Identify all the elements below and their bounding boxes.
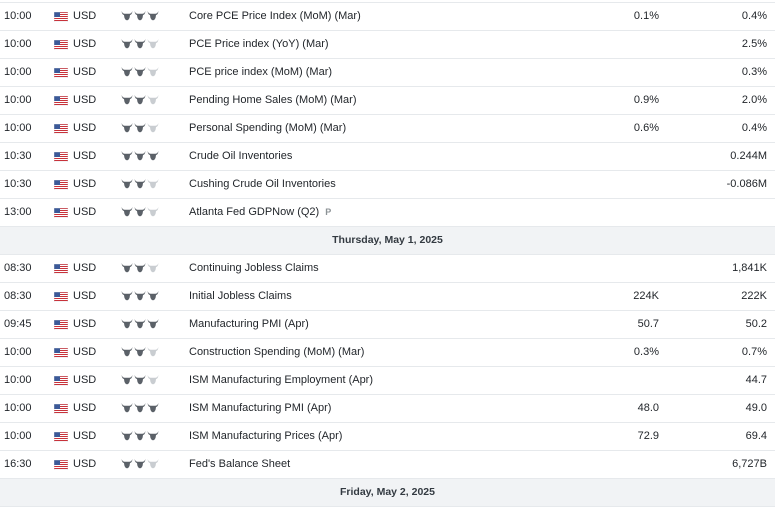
event-previous: 44.7 [745, 374, 767, 386]
event-name[interactable] [189, 143, 292, 170]
event-currency: USD [73, 458, 97, 470]
bull-icon [134, 458, 146, 470]
bull-icon [147, 402, 159, 414]
importance-rating [121, 38, 159, 50]
event-name-text: Crude Oil Inventories [189, 150, 293, 162]
bull-icon [134, 206, 146, 218]
event-name[interactable] [189, 87, 357, 114]
event-time: 10:30 [4, 178, 32, 190]
bull-icon [121, 402, 133, 414]
event-currency: USD [73, 94, 97, 106]
table-row[interactable] [0, 283, 775, 311]
event-currency: USD [73, 38, 97, 50]
event-time: 09:45 [4, 318, 32, 330]
event-actual: 224K [633, 290, 659, 302]
bull-icon [147, 430, 159, 442]
us-flag-icon [54, 12, 68, 22]
event-time: 10:00 [4, 66, 32, 78]
preliminary-icon: P [325, 207, 332, 217]
event-time: 10:00 [4, 374, 32, 386]
bull-icon [121, 178, 133, 190]
event-previous: 1,841K [732, 262, 767, 274]
bull-icon [134, 38, 146, 50]
bull-icon [121, 346, 133, 358]
bull-icon [134, 150, 146, 162]
importance-rating [121, 10, 159, 22]
event-time: 10:00 [4, 402, 32, 414]
table-row[interactable] [0, 451, 775, 479]
us-flag-icon [54, 40, 68, 50]
event-name-text: Pending Home Sales (MoM) (Mar) [189, 94, 357, 106]
event-previous: 0.3% [741, 66, 767, 78]
us-flag-icon [54, 152, 68, 162]
event-name[interactable] [189, 283, 292, 310]
event-name[interactable] [189, 199, 331, 226]
us-flag-icon [54, 96, 68, 106]
event-time: 10:00 [4, 38, 32, 50]
importance-rating [121, 66, 159, 78]
event-name-text: PCE Price index (YoY) (Mar) [189, 38, 329, 50]
us-flag-icon [54, 180, 68, 190]
table-row[interactable] [0, 143, 775, 171]
event-currency: USD [73, 374, 97, 386]
event-previous: 50.2 [745, 318, 767, 330]
event-name[interactable] [189, 255, 319, 282]
importance-rating [121, 206, 159, 218]
bull-icon [147, 346, 159, 358]
event-time: 10:00 [4, 430, 32, 442]
event-currency: USD [73, 206, 97, 218]
us-flag-icon [54, 292, 68, 302]
event-currency: USD [73, 318, 97, 330]
bull-icon [121, 262, 133, 274]
table-row[interactable] [0, 59, 775, 87]
event-currency: USD [73, 66, 97, 78]
event-name-text: Fed's Balance Sheet [189, 458, 291, 470]
event-time: 10:00 [4, 346, 32, 358]
event-previous: 222K [741, 290, 767, 302]
event-name-text: PCE price index (MoM) (Mar) [189, 66, 333, 78]
event-name[interactable] [189, 423, 342, 450]
us-flag-icon [54, 320, 68, 330]
us-flag-icon [54, 376, 68, 386]
bull-icon [147, 122, 159, 134]
importance-rating [121, 290, 159, 302]
event-name-text: Atlanta Fed GDPNow (Q2) [189, 206, 320, 218]
bull-icon [134, 10, 146, 22]
us-flag-icon [54, 208, 68, 218]
event-actual: 50.7 [637, 318, 659, 330]
day-header: Friday, May 2, 2025 [0, 479, 775, 507]
event-actual: 0.9% [633, 94, 659, 106]
importance-rating [121, 150, 159, 162]
event-time: 10:00 [4, 122, 32, 134]
event-previous: 6,727B [732, 458, 767, 470]
importance-rating [121, 402, 159, 414]
importance-rating [121, 178, 159, 190]
event-name-text: Core PCE Price Index (MoM) (Mar) [189, 10, 361, 22]
bull-icon [147, 150, 159, 162]
table-row[interactable] [0, 171, 775, 199]
event-name[interactable] [189, 395, 331, 422]
event-currency: USD [73, 346, 97, 358]
event-name[interactable] [189, 339, 364, 366]
bull-icon [121, 290, 133, 302]
bull-icon [134, 262, 146, 274]
bull-icon [121, 38, 133, 50]
table-row[interactable] [0, 199, 775, 227]
table-row[interactable] [0, 31, 775, 59]
event-currency: USD [73, 290, 97, 302]
event-name-text: ISM Manufacturing Prices (Apr) [189, 430, 343, 442]
table-row[interactable] [0, 87, 775, 115]
importance-rating [121, 94, 159, 106]
bull-icon [147, 290, 159, 302]
event-previous: 49.0 [745, 402, 767, 414]
bull-icon [134, 178, 146, 190]
bull-icon [147, 94, 159, 106]
event-name-text: Construction Spending (MoM) (Mar) [189, 346, 365, 358]
event-previous: -0.086M [726, 178, 767, 190]
event-time: 08:30 [4, 262, 32, 274]
bull-icon [147, 38, 159, 50]
importance-rating [121, 122, 159, 134]
event-currency: USD [73, 178, 97, 190]
event-previous: 69.4 [745, 430, 767, 442]
event-actual: 48.0 [637, 402, 659, 414]
event-name-text: Continuing Jobless Claims [189, 262, 319, 274]
event-previous: 0.4% [741, 122, 767, 134]
bull-icon [134, 122, 146, 134]
table-row[interactable] [0, 115, 775, 143]
event-name-text: ISM Manufacturing PMI (Apr) [189, 402, 332, 414]
bull-icon [147, 262, 159, 274]
importance-rating [121, 374, 159, 386]
day-header: Thursday, May 1, 2025 [0, 227, 775, 255]
bull-icon [121, 122, 133, 134]
event-name[interactable] [189, 31, 329, 58]
bull-icon [134, 430, 146, 442]
table-row[interactable] [0, 255, 775, 283]
table-row[interactable] [0, 395, 775, 423]
event-name[interactable] [189, 59, 332, 86]
event-actual: 0.1% [633, 10, 659, 22]
event-currency: USD [73, 430, 97, 442]
importance-rating [121, 262, 159, 274]
event-previous: 2.0% [741, 94, 767, 106]
event-previous: 0.4% [741, 10, 767, 22]
event-name[interactable] [189, 451, 290, 478]
event-time: 16:30 [4, 458, 32, 470]
bull-icon [121, 430, 133, 442]
table-row[interactable] [0, 367, 775, 395]
event-name-text: Initial Jobless Claims [189, 290, 292, 302]
us-flag-icon [54, 404, 68, 414]
us-flag-icon [54, 264, 68, 274]
event-currency: USD [73, 402, 97, 414]
event-name[interactable] [189, 115, 346, 142]
importance-rating [121, 318, 159, 330]
bull-icon [147, 318, 159, 330]
event-name[interactable] [189, 171, 336, 198]
bull-icon [134, 346, 146, 358]
table-row[interactable] [0, 423, 775, 451]
event-name-text: Personal Spending (MoM) (Mar) [189, 122, 347, 134]
bull-icon [121, 374, 133, 386]
importance-rating [121, 346, 159, 358]
event-currency: USD [73, 122, 97, 134]
event-time: 10:00 [4, 10, 32, 22]
event-currency: USD [73, 10, 97, 22]
event-actual: 72.9 [637, 430, 659, 442]
event-time: 13:00 [4, 206, 32, 218]
bull-icon [121, 150, 133, 162]
bull-icon [147, 66, 159, 78]
importance-rating [121, 458, 159, 470]
event-actual: 0.3% [633, 346, 659, 358]
bull-icon [134, 402, 146, 414]
event-currency: USD [73, 150, 97, 162]
table-row[interactable] [0, 3, 775, 31]
bull-icon [134, 66, 146, 78]
bull-icon [121, 94, 133, 106]
event-name-text: Manufacturing PMI (Apr) [189, 318, 309, 330]
bull-icon [147, 178, 159, 190]
bull-icon [121, 206, 133, 218]
bull-icon [121, 318, 133, 330]
event-name-text: Cushing Crude Oil Inventories [189, 178, 336, 190]
event-actual: 0.6% [633, 122, 659, 134]
bull-icon [147, 374, 159, 386]
us-flag-icon [54, 68, 68, 78]
event-previous: 2.5% [741, 38, 767, 50]
table-row[interactable] [0, 339, 775, 367]
event-time: 08:30 [4, 290, 32, 302]
bull-icon [134, 374, 146, 386]
table-row[interactable] [0, 311, 775, 339]
event-previous: 0.7% [741, 346, 767, 358]
event-time: 10:30 [4, 150, 32, 162]
us-flag-icon [54, 460, 68, 470]
event-name[interactable] [189, 311, 309, 338]
us-flag-icon [54, 432, 68, 442]
bull-icon [134, 94, 146, 106]
us-flag-icon [54, 348, 68, 358]
bull-icon [134, 318, 146, 330]
event-time: 10:00 [4, 94, 32, 106]
bull-icon [147, 458, 159, 470]
bull-icon [147, 10, 159, 22]
event-previous: 0.244M [730, 150, 767, 162]
bull-icon [121, 458, 133, 470]
bull-icon [121, 66, 133, 78]
event-currency: USD [73, 262, 97, 274]
event-name[interactable] [189, 3, 361, 30]
bull-icon [147, 206, 159, 218]
bull-icon [121, 10, 133, 22]
bull-icon [134, 290, 146, 302]
event-name-text: ISM Manufacturing Employment (Apr) [189, 374, 374, 386]
us-flag-icon [54, 124, 68, 134]
event-name[interactable] [189, 367, 373, 394]
importance-rating [121, 430, 159, 442]
